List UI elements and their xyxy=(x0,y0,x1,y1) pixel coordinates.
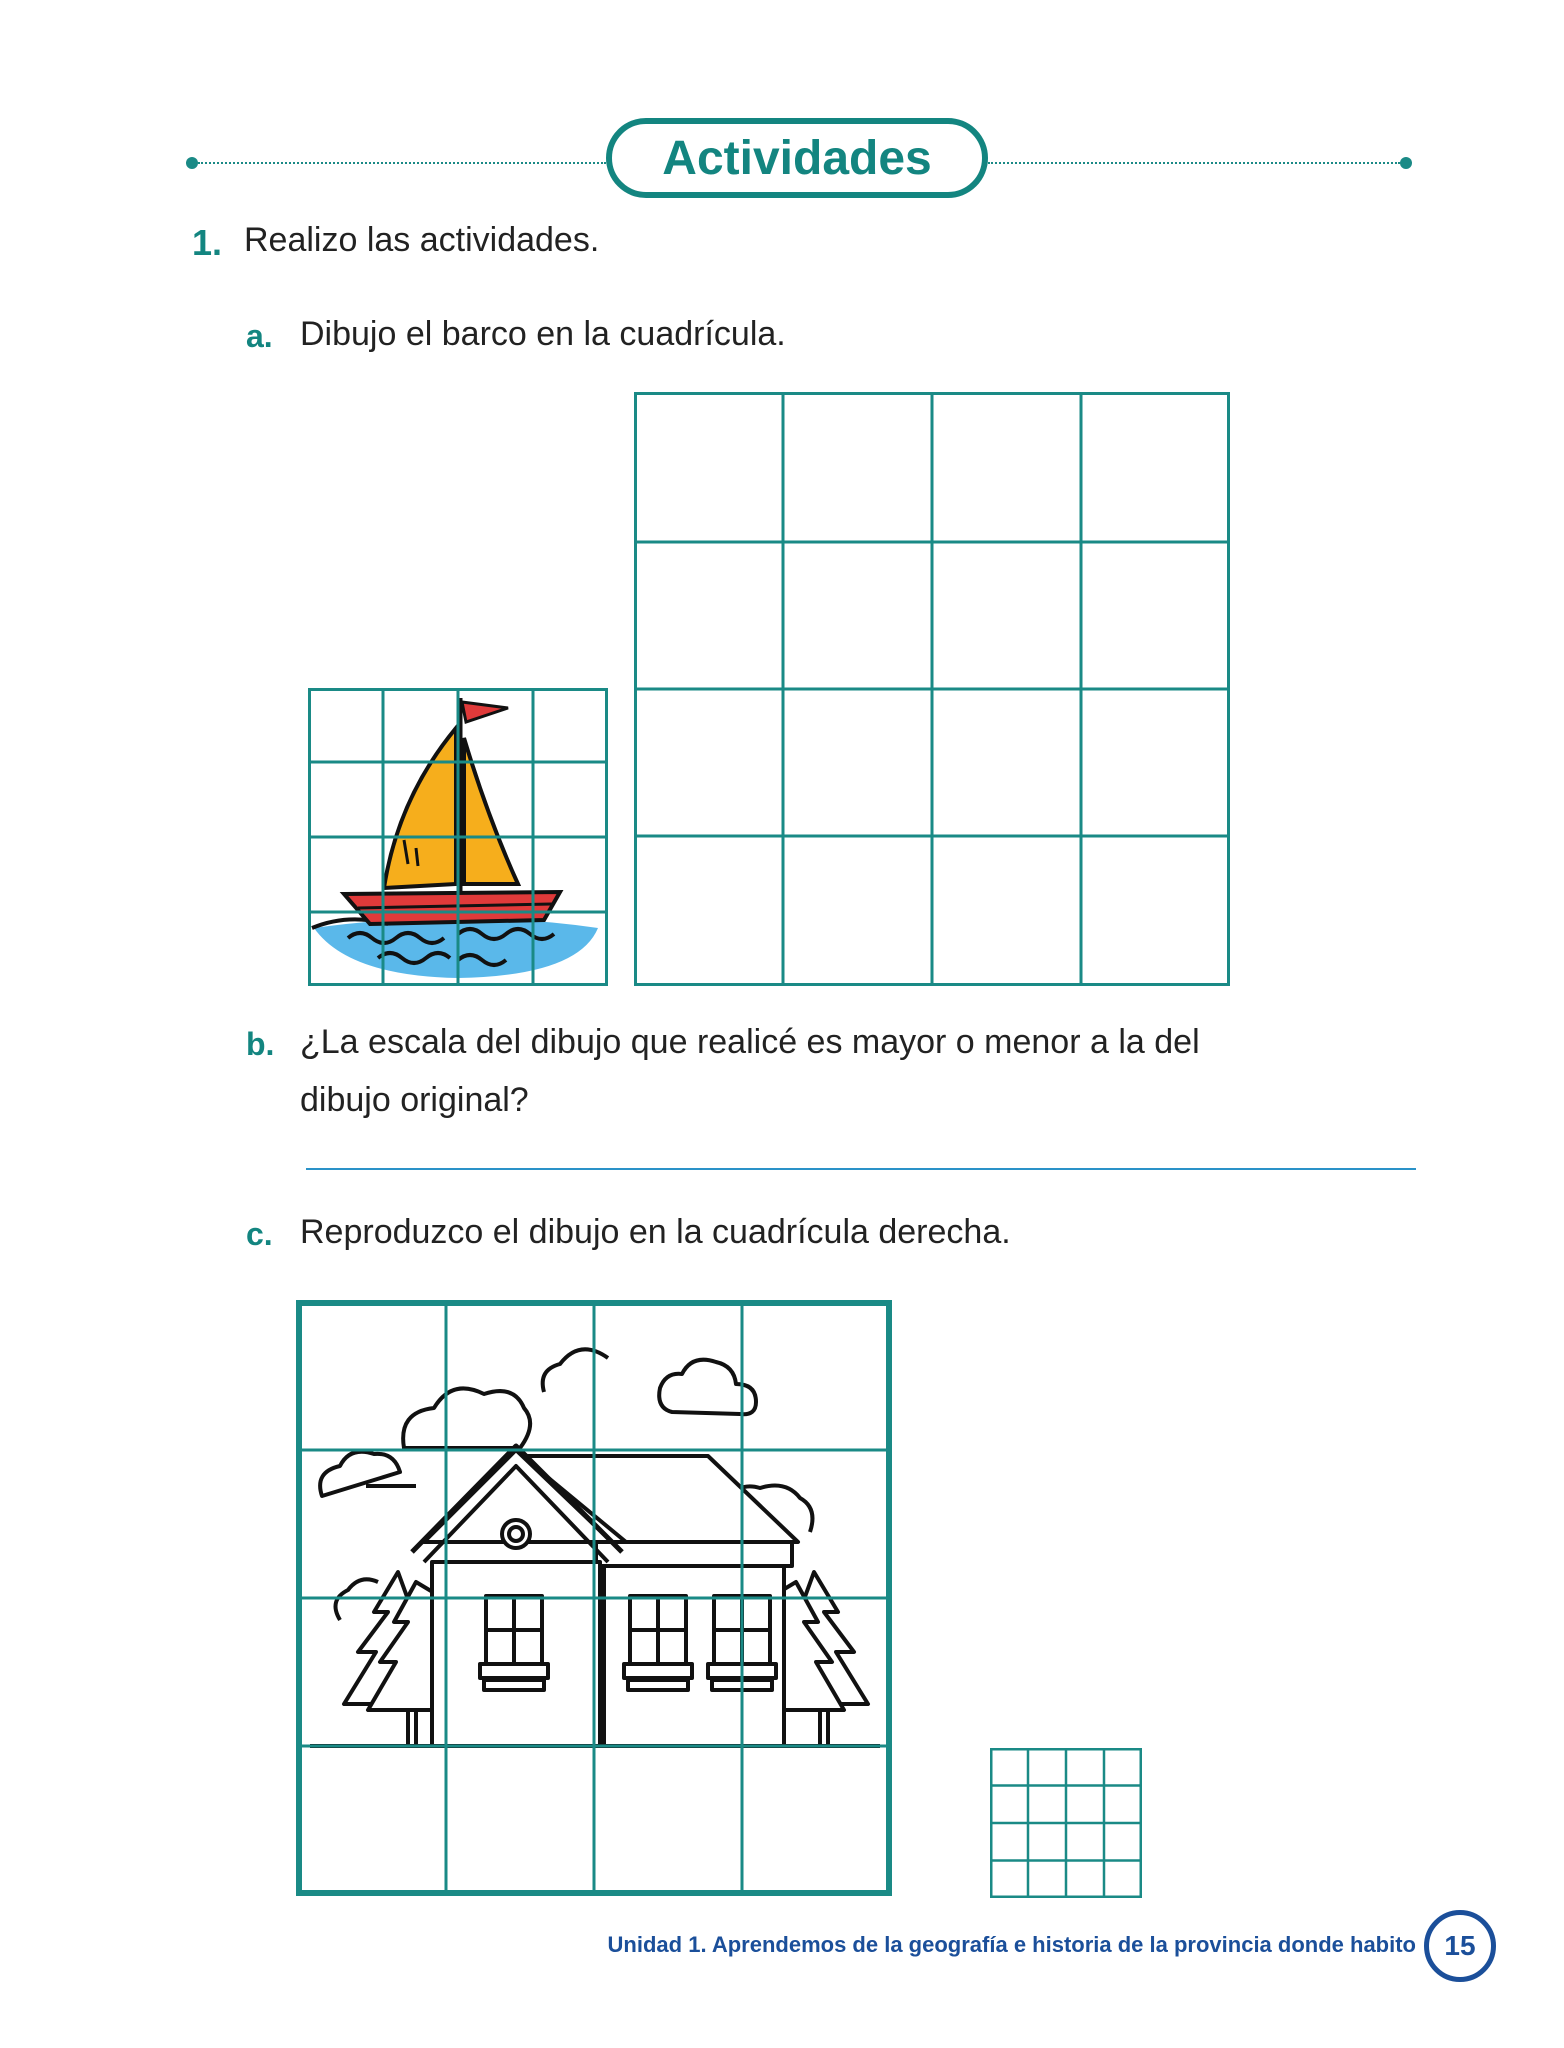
header-right-dotted-line xyxy=(988,162,1400,164)
item-c-letter: c. xyxy=(246,1216,273,1252)
answer-line[interactable] xyxy=(306,1168,1416,1170)
activity-number: 1. xyxy=(192,222,223,263)
item-b-letter: b. xyxy=(246,1026,275,1062)
section-title: Actividades xyxy=(606,118,988,198)
large-drawing-grid[interactable] xyxy=(634,392,1230,986)
activity-instruction: Realizo las actividades. xyxy=(244,221,600,259)
small-drawing-grid[interactable] xyxy=(990,1748,1142,1898)
footer-unit-title: Unidad 1. Aprendemos de la geografía e historia de la provincia donde habito xyxy=(607,1932,1416,1957)
header-right-dot xyxy=(1400,157,1412,169)
item-b-text-line1: ¿La escala del dibujo que realicé es mayor o menor a la del xyxy=(300,1023,1200,1061)
house-grid xyxy=(296,1300,892,1896)
header-left-dot xyxy=(186,157,198,169)
item-c-text: Reproduzco el dibujo en la cuadrícula derecha. xyxy=(300,1213,1011,1251)
header-left-dotted-line xyxy=(198,162,606,164)
sailboat-grid xyxy=(308,688,608,986)
item-b-text-line2: dibujo original? xyxy=(300,1081,529,1119)
house-grid-lines xyxy=(296,1300,892,1896)
item-a-letter: a. xyxy=(246,318,273,354)
page-number: 15 xyxy=(1424,1910,1496,1982)
item-a-text: Dibujo el barco en la cuadrícula. xyxy=(300,315,786,353)
